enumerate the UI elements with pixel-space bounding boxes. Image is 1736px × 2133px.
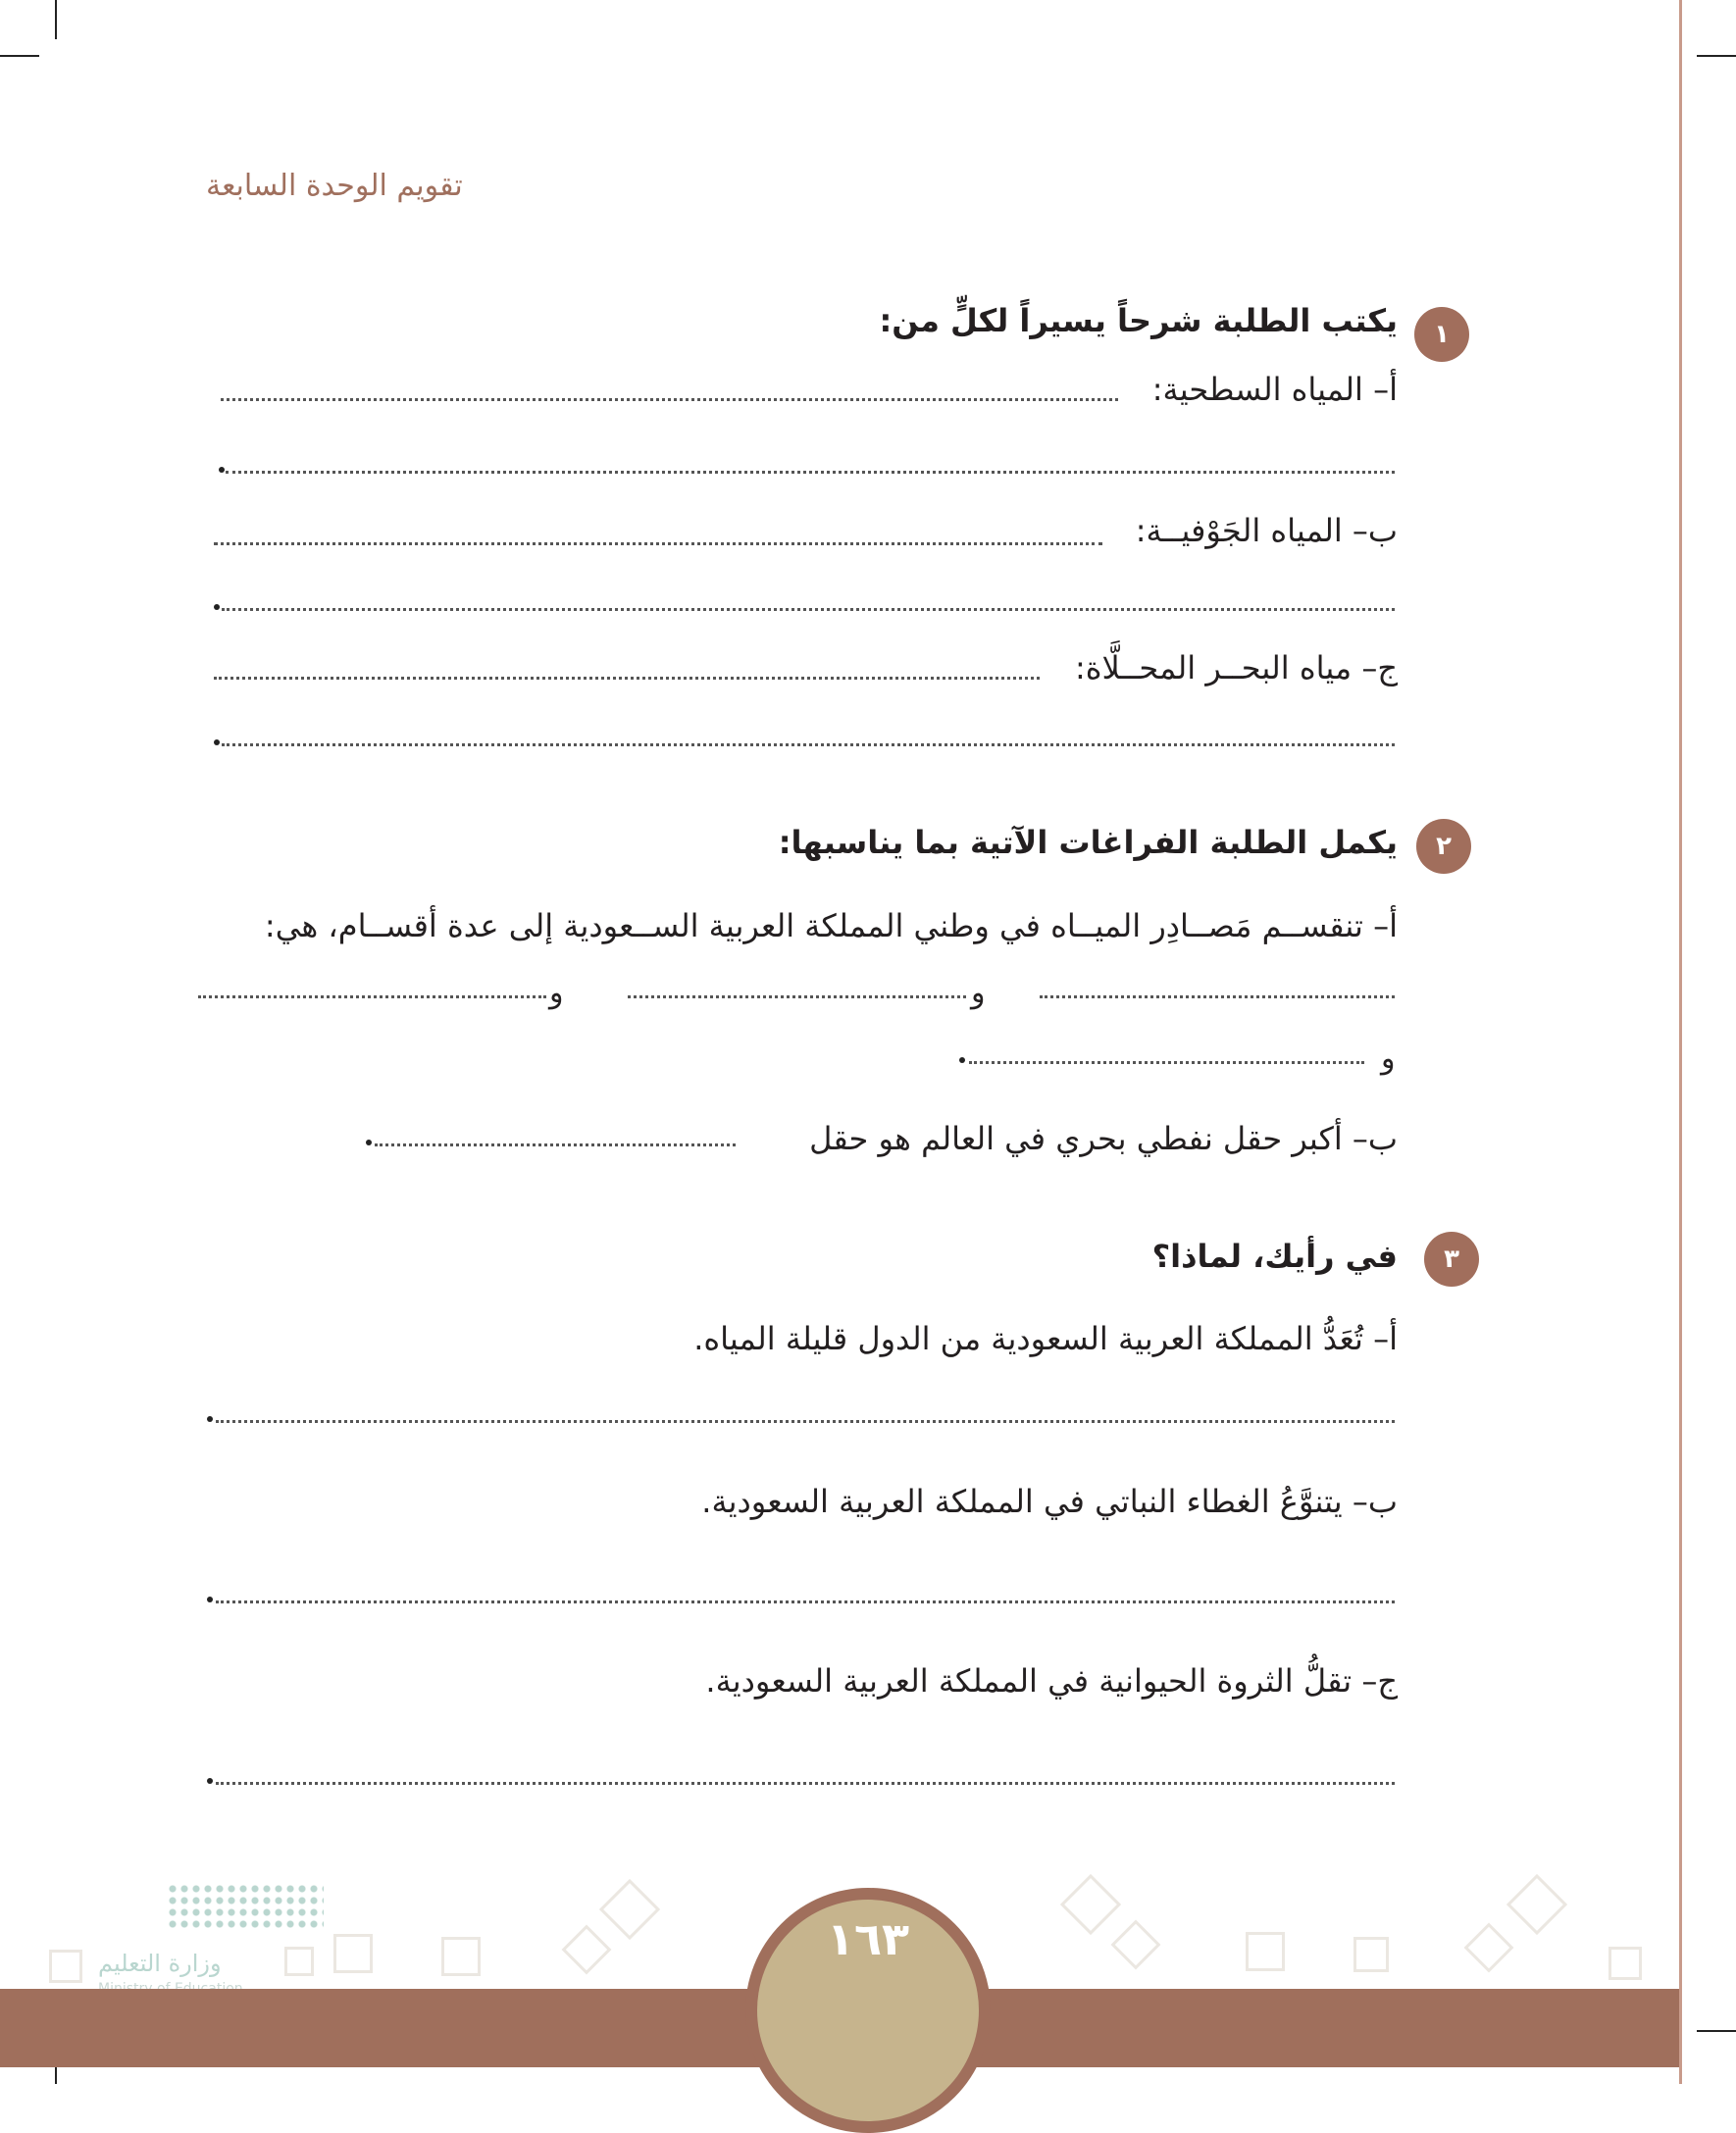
decorative-square — [284, 1947, 314, 1976]
decorative-diamond — [1464, 1923, 1514, 1973]
connector-waw: و — [549, 976, 564, 1010]
period-dot — [207, 1597, 213, 1602]
decorative-square — [49, 1950, 82, 1983]
decorative-diamond — [599, 1879, 660, 1940]
answer-line[interactable] — [198, 995, 546, 998]
question-2-number: ٢ — [1416, 819, 1471, 874]
answer-line[interactable] — [375, 1143, 736, 1146]
decorative-square — [441, 1937, 481, 1976]
decorative-diamond — [1111, 1920, 1161, 1970]
page-number: ١٦٣ — [826, 1912, 910, 1965]
unit-title: تقويم الوحدة السابعة — [206, 169, 463, 203]
period-dot — [214, 739, 220, 745]
connector-waw: و — [1381, 1041, 1396, 1076]
ministry-logo-text: وزارة التعليم — [98, 1950, 222, 1977]
answer-line[interactable] — [226, 471, 1395, 474]
answer-line[interactable] — [222, 608, 1395, 611]
question-2-title: يكمل الطلبة الفراغات الآتية بما يناسبها: — [778, 824, 1398, 861]
ministry-logo-icon — [167, 1883, 324, 1932]
period-dot — [959, 1057, 965, 1063]
question-3-title: في رأيك، لماذا؟ — [1151, 1238, 1398, 1275]
period-dot — [219, 467, 225, 473]
crop-mark — [0, 55, 39, 57]
q3-item-b: ب– يتنوَّعُ الغطاء النباتي في المملكة العربية السعودية. — [701, 1483, 1398, 1520]
answer-line[interactable] — [216, 1782, 1395, 1785]
q1-item-b: ب– المياه الجَوْفيــة: — [1135, 512, 1398, 549]
crop-mark — [1697, 2030, 1736, 2032]
decorative-square — [1608, 1947, 1642, 1980]
answer-line[interactable] — [214, 542, 1102, 545]
q1-item-a: أ– المياه السطحية: — [1151, 371, 1398, 408]
q2-item-b: ب– أكبر حقل نفطي بحري في العالم هو حقل — [809, 1120, 1398, 1157]
connector-waw: و — [971, 976, 986, 1010]
decorative-square — [333, 1934, 373, 1973]
period-dot — [214, 604, 220, 610]
period-dot — [207, 1778, 213, 1784]
answer-line[interactable] — [628, 995, 966, 998]
crop-mark — [55, 0, 57, 39]
question-1-title: يكتب الطلبة شرحاً يسيراً لكلٍّ من: — [879, 302, 1398, 339]
answer-line[interactable] — [1040, 995, 1395, 998]
decorative-diamond — [1060, 1874, 1121, 1935]
decorative-square — [1246, 1932, 1285, 1971]
answer-line[interactable] — [216, 1420, 1395, 1423]
q3-item-c: ج– تقلُّ الثروة الحيوانية في المملكة العربية السعودية. — [705, 1662, 1398, 1700]
decorative-diamond — [1506, 1874, 1567, 1935]
period-dot — [207, 1416, 213, 1422]
question-1-number: ١ — [1414, 307, 1469, 362]
answer-line[interactable] — [216, 1600, 1395, 1603]
answer-line[interactable] — [214, 677, 1040, 680]
page-edge-rule — [1679, 0, 1682, 2084]
answer-line[interactable] — [221, 398, 1118, 401]
q2-item-a: أ– تنقســم مَصــادِر الميــاه في وطني المملكة العربية الســعودية إلى عدة أقســام، هي: — [264, 907, 1398, 944]
answer-line[interactable] — [222, 743, 1395, 746]
question-3-number: ٣ — [1424, 1232, 1479, 1287]
crop-mark — [1697, 55, 1736, 57]
q3-item-a: أ– تُعَدُّ المملكة العربية السعودية من الدول قليلة المياه. — [693, 1320, 1398, 1357]
answer-line[interactable] — [969, 1061, 1364, 1064]
decorative-diamond — [562, 1925, 612, 1975]
period-dot — [366, 1140, 372, 1145]
q1-item-c: ج– مياه البحــر المحــلَّاة: — [1074, 649, 1398, 686]
decorative-square — [1353, 1937, 1389, 1972]
